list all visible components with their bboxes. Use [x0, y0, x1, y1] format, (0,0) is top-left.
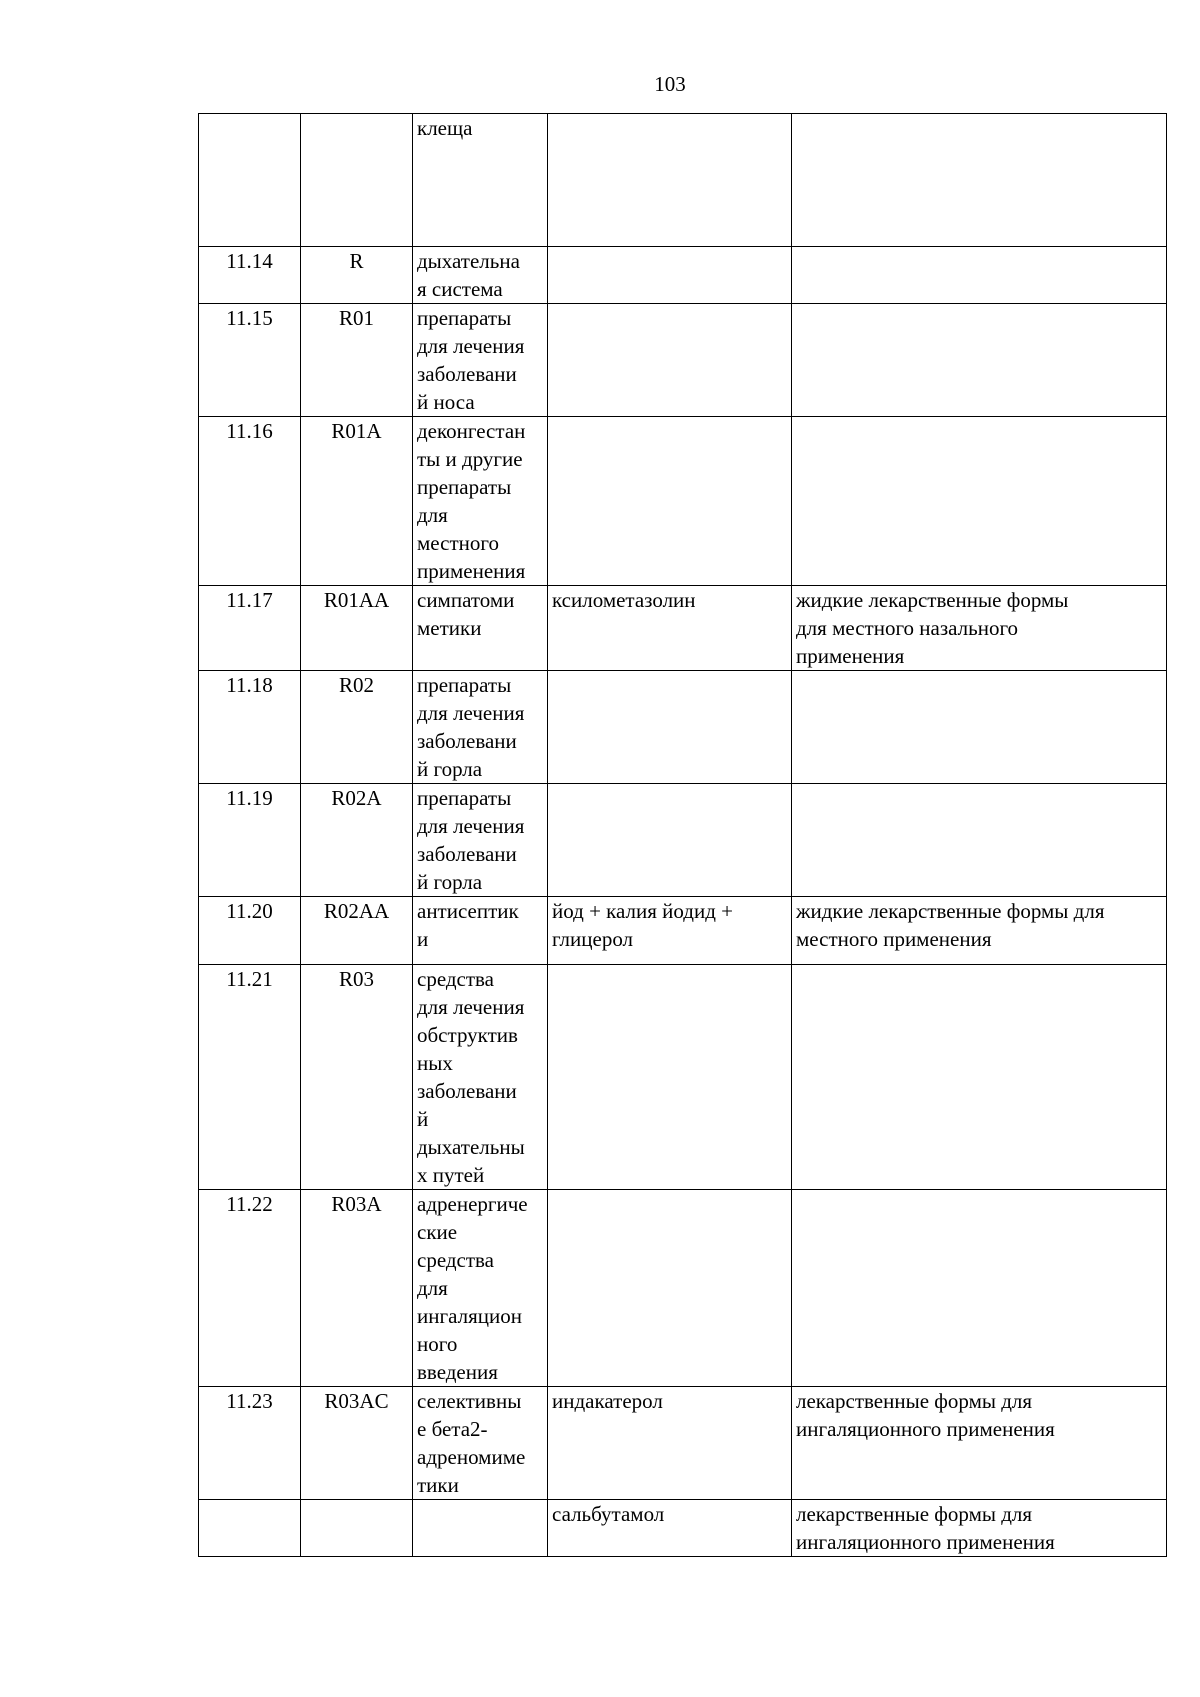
atc-code-text: R02 [338, 673, 374, 697]
group-name-cell [413, 417, 548, 586]
dosage-form-cell [792, 1387, 1167, 1500]
row-number-cell [199, 304, 301, 417]
drug-name-text: йод + калия йодид + глицерол [552, 899, 734, 951]
atc-code-text: R02AA [323, 899, 390, 923]
row-number-cell [199, 247, 301, 304]
group-name-cell [413, 784, 548, 897]
group-name-text: средства для лечения обструктив ных заболевани й дыхательны х путей [417, 967, 525, 1187]
atc-code-text: R03 [338, 967, 374, 991]
atc-code-cell [301, 784, 413, 897]
atc-code-text: R [349, 249, 364, 273]
row-number-text: 11.19 [226, 786, 273, 810]
table-row [199, 671, 1167, 784]
drug-name-cell [548, 784, 792, 897]
group-name-text: симпатоми метики [417, 588, 515, 640]
row-number-text: 11.21 [226, 967, 273, 991]
group-name-text: дыхательна я система [417, 249, 520, 301]
dosage-form-text: лекарственные формы для ингаляционного применения [796, 1502, 1055, 1554]
dosage-form-cell [792, 1500, 1167, 1557]
group-name-cell [413, 114, 548, 247]
group-name-text: препараты для лечения заболевани й горла [417, 786, 525, 894]
drug-name-cell [548, 247, 792, 304]
table-body [199, 114, 1167, 1557]
dosage-form-text: жидкие лекарственные формы для местного применения [796, 899, 1105, 951]
atc-code-cell [301, 114, 413, 247]
group-name-cell [413, 1387, 548, 1500]
group-name-cell [413, 586, 548, 671]
group-name-cell [413, 897, 548, 965]
drug-name-cell [548, 1190, 792, 1387]
atc-code-cell [301, 897, 413, 965]
dosage-form-cell [792, 671, 1167, 784]
atc-code-cell [301, 247, 413, 304]
table-row [199, 586, 1167, 671]
table-row [199, 304, 1167, 417]
row-number-cell [199, 1387, 301, 1500]
group-name-text: адренергиче ские средства для ингаляцион ного введения [417, 1192, 528, 1384]
table-row [199, 1387, 1167, 1500]
group-name-cell [413, 965, 548, 1190]
dosage-form-cell [792, 417, 1167, 586]
drug-name-cell [548, 114, 792, 247]
group-name-text: препараты для лечения заболевани й носа [417, 306, 525, 414]
drug-name-cell [548, 304, 792, 417]
row-number-text: 11.23 [226, 1389, 273, 1413]
atc-code-cell [301, 1500, 413, 1557]
row-number-text: 11.20 [226, 899, 273, 923]
row-number-text: 11.14 [226, 249, 273, 273]
table-row [199, 897, 1167, 965]
atc-code-text: R01AA [323, 588, 390, 612]
row-number-cell [199, 417, 301, 586]
dosage-form-cell [792, 304, 1167, 417]
row-number-cell [199, 897, 301, 965]
group-name-text: селективны е бета2- адреномиме тики [417, 1389, 526, 1497]
table-row [199, 417, 1167, 586]
row-number-cell [199, 1190, 301, 1387]
drug-name-cell [548, 897, 792, 965]
drug-table [198, 113, 1167, 1557]
group-name-text: клеща [417, 116, 473, 140]
table-row [199, 1500, 1167, 1557]
atc-code-cell [301, 304, 413, 417]
row-number-text: 11.16 [226, 419, 273, 443]
row-number-text: 11.17 [226, 588, 273, 612]
drug-name-cell [548, 965, 792, 1190]
atc-code-cell [301, 1387, 413, 1500]
table-row [199, 1190, 1167, 1387]
atc-code-cell [301, 586, 413, 671]
group-name-cell [413, 1190, 548, 1387]
dosage-form-cell [792, 586, 1167, 671]
dosage-form-cell [792, 247, 1167, 304]
table-row [199, 114, 1167, 247]
group-name-text: препараты для лечения заболевани й горла [417, 673, 525, 781]
row-number-cell [199, 784, 301, 897]
group-name-cell [413, 247, 548, 304]
row-number-text: 11.18 [226, 673, 273, 697]
atc-code-text: R01A [331, 419, 382, 443]
atc-code-cell [301, 417, 413, 586]
group-name-cell [413, 304, 548, 417]
dosage-form-cell [792, 965, 1167, 1190]
drug-name-text: сальбутамол [552, 1502, 665, 1526]
atc-code-text: R03A [331, 1192, 382, 1216]
atc-code-text: R01 [338, 306, 374, 330]
dosage-form-text: лекарственные формы для ингаляционного применения [796, 1389, 1055, 1441]
dosage-form-text: жидкие лекарственные формы для местного назального применения [796, 588, 1069, 668]
group-name-text: деконгестан ты и другие препараты для местного применения [417, 419, 526, 583]
row-number-text: 11.15 [226, 306, 273, 330]
atc-code-text: R03AC [324, 1389, 389, 1413]
row-number-text: 11.22 [226, 1192, 273, 1216]
atc-code-cell [301, 965, 413, 1190]
table-row [199, 784, 1167, 897]
drug-name-cell [548, 586, 792, 671]
drug-name-cell [548, 1387, 792, 1500]
atc-code-cell [301, 671, 413, 784]
drug-name-cell [548, 417, 792, 586]
group-name-cell [413, 671, 548, 784]
drug-name-cell [548, 671, 792, 784]
row-number-cell [199, 1500, 301, 1557]
group-name-cell [413, 1500, 548, 1557]
row-number-cell [199, 586, 301, 671]
dosage-form-cell [792, 784, 1167, 897]
drug-name-text: индакатерол [552, 1389, 663, 1413]
atc-code-text: R02A [331, 786, 382, 810]
dosage-form-cell [792, 1190, 1167, 1387]
page-number: 103 [654, 72, 686, 96]
dosage-form-cell [792, 114, 1167, 247]
row-number-cell [199, 114, 301, 247]
drug-name-cell [548, 1500, 792, 1557]
row-number-cell [199, 965, 301, 1190]
atc-code-cell [301, 1190, 413, 1387]
table-row [199, 247, 1167, 304]
drug-name-text: ксилометазолин [552, 588, 696, 612]
dosage-form-cell [792, 897, 1167, 965]
row-number-cell [199, 671, 301, 784]
group-name-text: антисептик и [417, 899, 519, 951]
table-row [199, 965, 1167, 1190]
